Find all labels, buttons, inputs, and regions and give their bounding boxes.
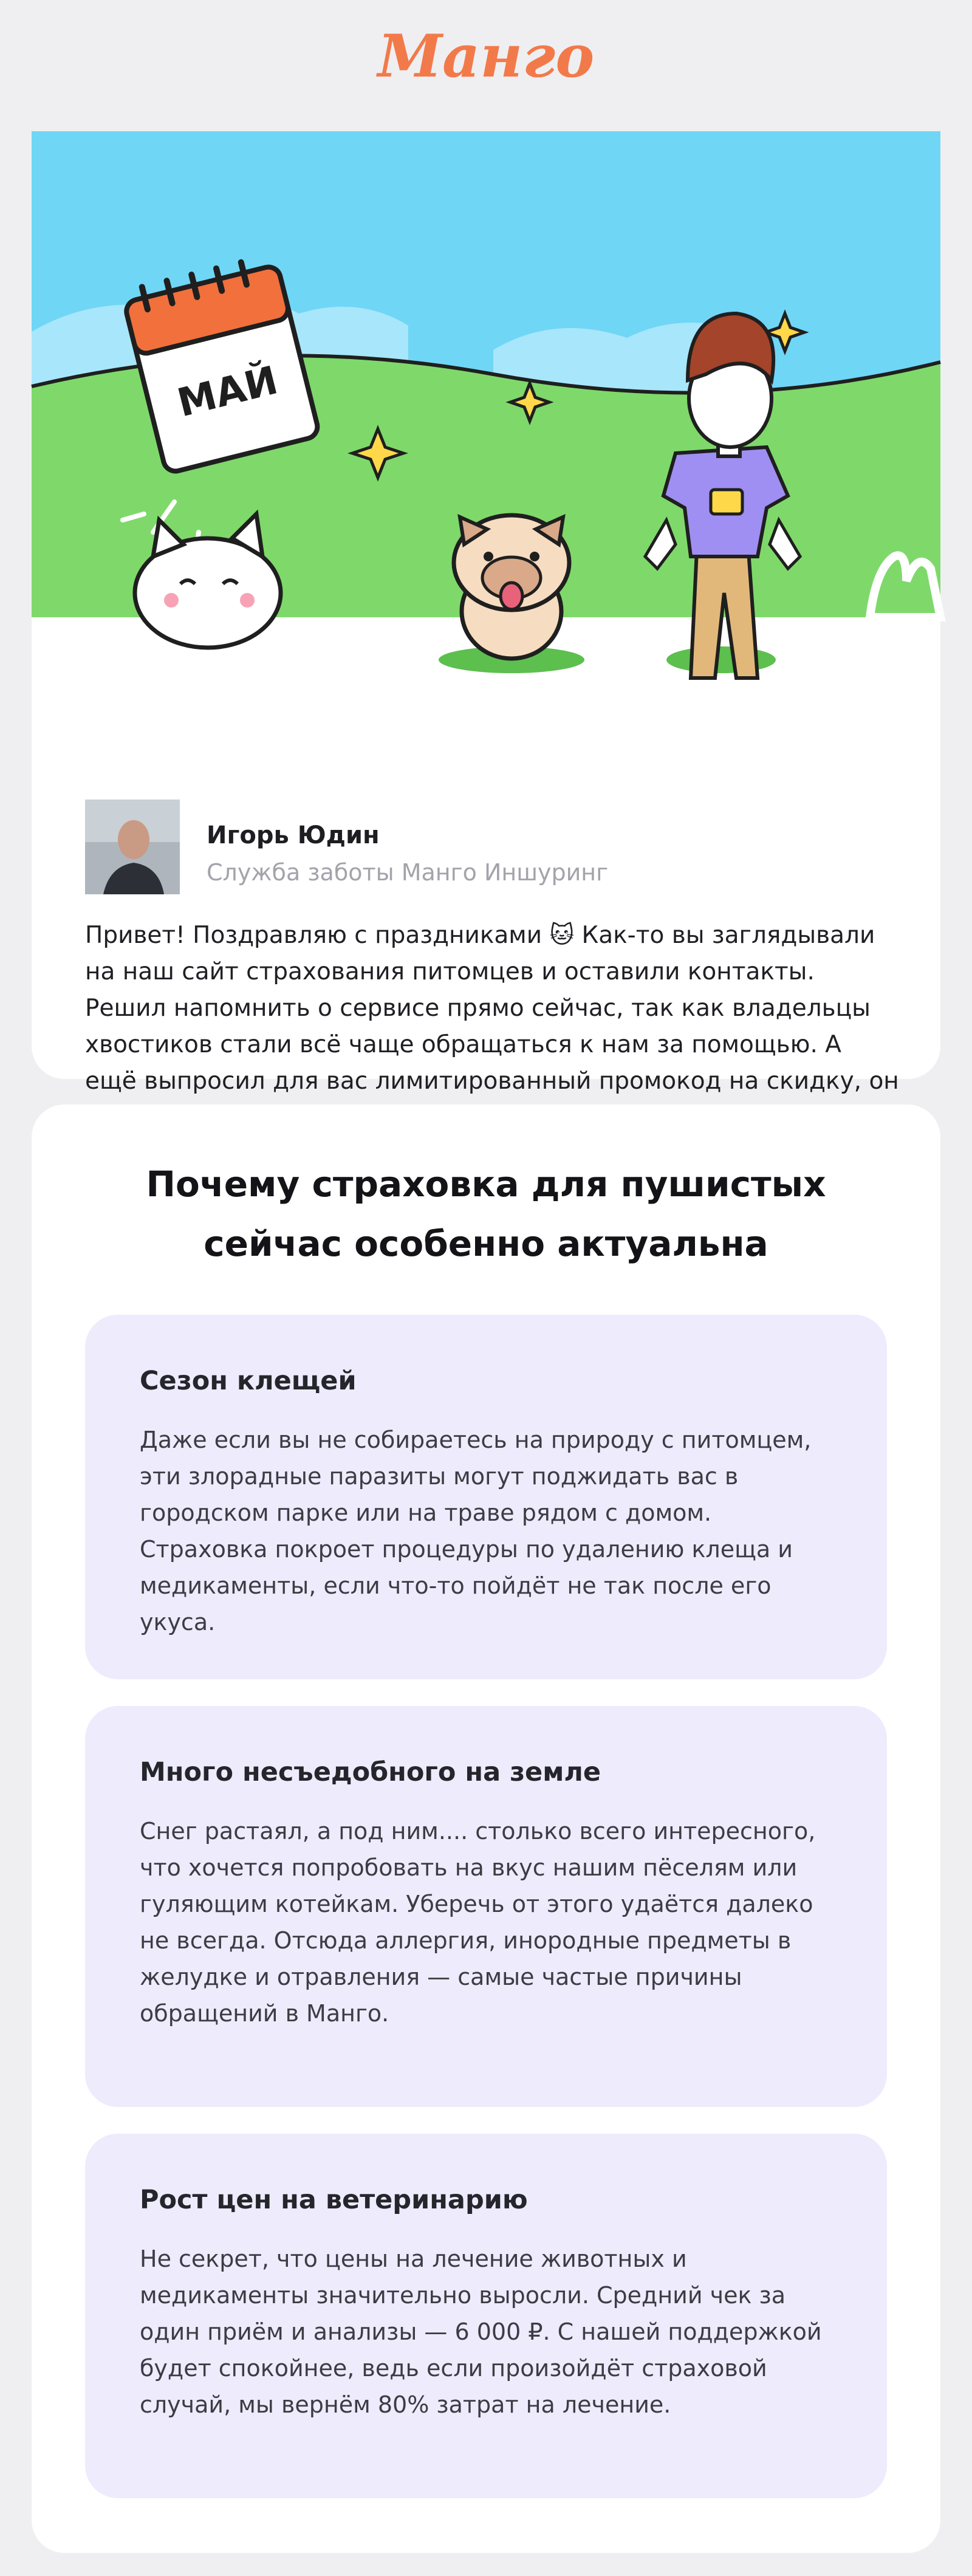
reason-title: Много несъедобного на земле — [140, 1757, 601, 1787]
intro-card — [32, 131, 940, 1095]
author-role: Служба заботы Манго Иншуринг — [207, 859, 609, 886]
reason-tile — [85, 2134, 887, 2498]
hero-illustration — [32, 131, 940, 617]
svg-text:МАЙ: МАЙ — [173, 358, 282, 426]
avatar-photo — [85, 800, 180, 894]
reason-text: Не секрет, что цены на лечение животных и медикаменты значительно выросли. Средний чек за один приём и анализы — 6 000 ₽. С нашей поддержкой будет спокойнее, ведь если произойдёт страховой случай, мы вернём 80% затрат на лечение. — [140, 2245, 822, 2418]
reason-tile — [85, 1706, 887, 2107]
intro-text: Привет! Поздравляю с праздниками 🐱 Как-то вы заглядывали на наш сайт страхования питомцев и оставили контакты. Решил напомнить о сервисе прямо сейчас, так как владельцы хвостиков стали всё чаще обращаться к нам за помощью. А ещё выпросил для вас лимитированный промокод на скидку, он — [85, 922, 899, 1095]
reason-text: Даже если вы не собираетесь на природу с питомцем, эти злорадные паразиты могут поджидать вас в городском парке или на траве рядом с домом. Страховка покроет процедуры по удалению клеща и медикаменты, если что-то пойдёт не так после его укуса. — [140, 1427, 812, 1636]
reason-title: Сезон клещей — [140, 1366, 357, 1396]
avatar — [85, 800, 180, 894]
why-title: Почему страховка для пушистых сейчас особенно актуальна — [146, 1163, 826, 1264]
why-card — [32, 1105, 940, 2553]
reason-text: Снег растаял, а под ним.... столько всего интересного, что хочется попробовать на вкус нашим пёселям или гуляющим котейкам. Уберечь от этого удаётся далеко не всегда. Отсюда аллергия, инородные предметы в желудке и отравления — самые частые причины обращений в Манго. — [140, 1818, 816, 2027]
reason-title: Рост цен на ветеринарию — [140, 2185, 528, 2215]
reason-tile — [85, 1315, 887, 1679]
author-name: Игорь Юдин — [207, 821, 380, 849]
logo-text: Манго — [377, 22, 595, 91]
mango-logo[interactable] — [377, 11, 595, 96]
